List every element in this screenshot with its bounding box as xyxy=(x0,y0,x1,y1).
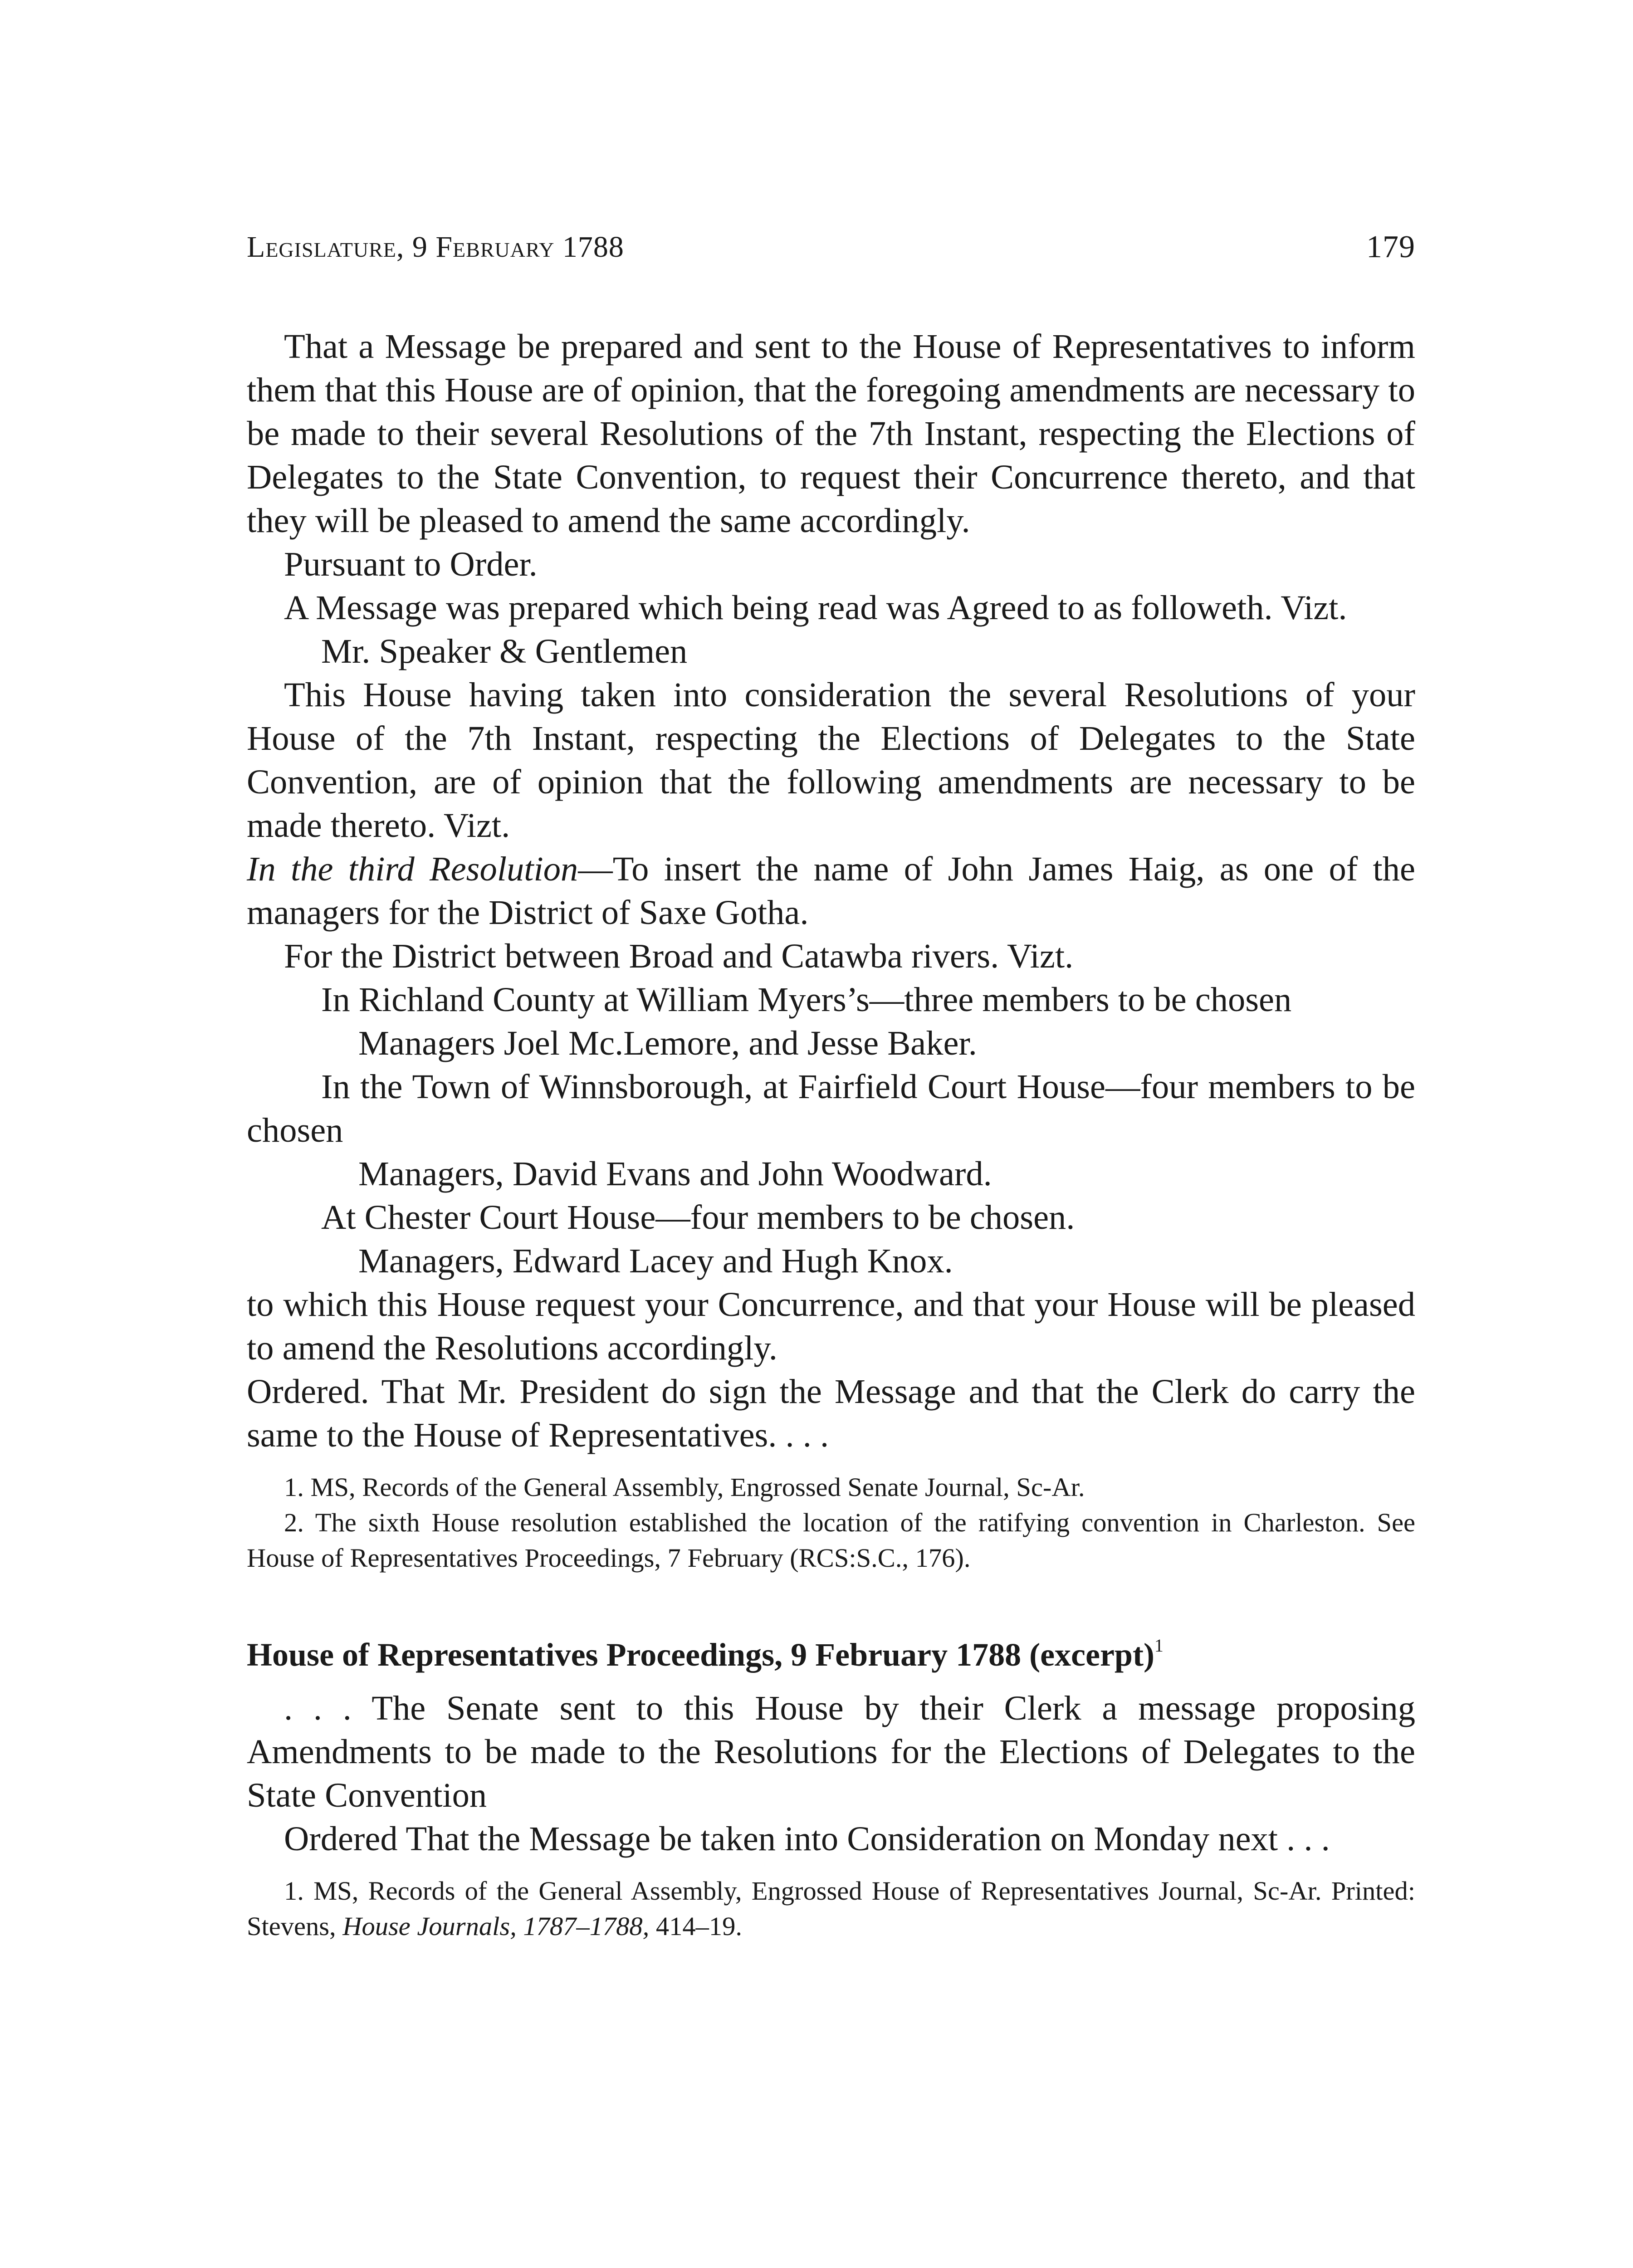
document-page xyxy=(247,227,1415,1944)
footnote: 2. The sixth House resolution established the location of the ratifying convention in Charleston. See House of Representatives Proceedings, 7 February (RCS:S.C., 176). xyxy=(247,1508,1415,1573)
page-number: 179 xyxy=(1366,230,1415,264)
paragraph: to which this House request your Concurrence, and that your House will be pleased to amend the Resolutions accordingly. xyxy=(247,1285,1415,1367)
richland-managers: Managers Joel Mc.Lemore, and Jesse Baker. xyxy=(358,1024,977,1062)
paragraph: . . . The Senate sent to this House by their Clerk a message proposing Amendments to be made to the Resolutions for the Elections of Delegates to the State Convention xyxy=(247,1689,1415,1814)
paragraph: This House having taken into consideration the several Resolutions of your House of the 7th Instant, respecting the Elections of Delegates to the State Convention, are of opinion that the following amendments are necessary to be made thereto. Vizt. xyxy=(247,675,1415,845)
footnote-pages: 414–19. xyxy=(649,1911,742,1941)
footnote-text: 1. MS, Records of the General Assembly, Engrossed House of Representatives Journal, Sc-Ar. Printed: Stevens, xyxy=(247,1876,1415,1941)
footnote: 1. MS, Records of the General Assembly, Engrossed Senate Journal, Sc-Ar. xyxy=(284,1472,1085,1502)
footnote xyxy=(247,1873,1415,1944)
senate-journal-text xyxy=(247,325,1415,1457)
footnote-title: House Journals, 1787–1788, xyxy=(342,1911,650,1941)
house-proceedings-text xyxy=(247,1686,1415,1861)
section-heading xyxy=(247,1627,1415,1677)
third-resolution-text: —To insert the name of John James Haig, as one of the managers for the District of Saxe Gotha. xyxy=(247,850,1415,932)
richland-entry: In Richland County at William Myers’s—three members to be chosen xyxy=(321,980,1292,1019)
paragraph: For the District between Broad and Catawba rivers. Vizt. xyxy=(284,937,1074,975)
footnote-marker: 1 xyxy=(1154,1635,1164,1656)
salutation: Mr. Speaker & Gentlemen xyxy=(321,632,688,670)
section-heading-text: House of Representatives Proceedings, 9 February 1788 (excerpt) xyxy=(247,1637,1154,1673)
winnsborough-entry: In the Town of Winnsborough, at Fairfield Court House—four members to be chosen xyxy=(247,1067,1415,1149)
paragraph: Ordered That the Message be taken into Consideration on Monday next . . . xyxy=(284,1819,1330,1858)
paragraph: A Message was prepared which being read was Agreed to as followeth. Vizt. xyxy=(284,588,1347,627)
chester-managers: Managers, Edward Lacey and Hugh Knox. xyxy=(358,1242,953,1280)
chester-entry: At Chester Court House—four members to be chosen. xyxy=(321,1198,1075,1237)
paragraph: That a Message be prepared and sent to the House of Representatives to inform them that this House are of opinion, that the foregoing amendments are necessary to be made to their several Resolutions of the 7th Instant, respecting the Elections of Delegates to the State Convention, to request their Concurrence thereto, and that they will be pleased to amend the same accordingly. xyxy=(247,327,1415,540)
running-title: Legislature, 9 February 1788 xyxy=(247,230,624,264)
running-head xyxy=(247,227,1415,268)
paragraph: Ordered. That Mr. President do sign the Message and that the Clerk do carry the same to the House of Representatives. . . . xyxy=(247,1372,1415,1454)
third-resolution-paragraph xyxy=(247,847,1415,934)
footnotes-senate xyxy=(247,1470,1415,1576)
footnotes-house xyxy=(247,1873,1415,1944)
third-resolution-label: In the third Resolution xyxy=(247,850,578,888)
paragraph: Pursuant to Order. xyxy=(284,545,538,583)
winnsborough-managers: Managers, David Evans and John Woodward. xyxy=(358,1154,992,1193)
